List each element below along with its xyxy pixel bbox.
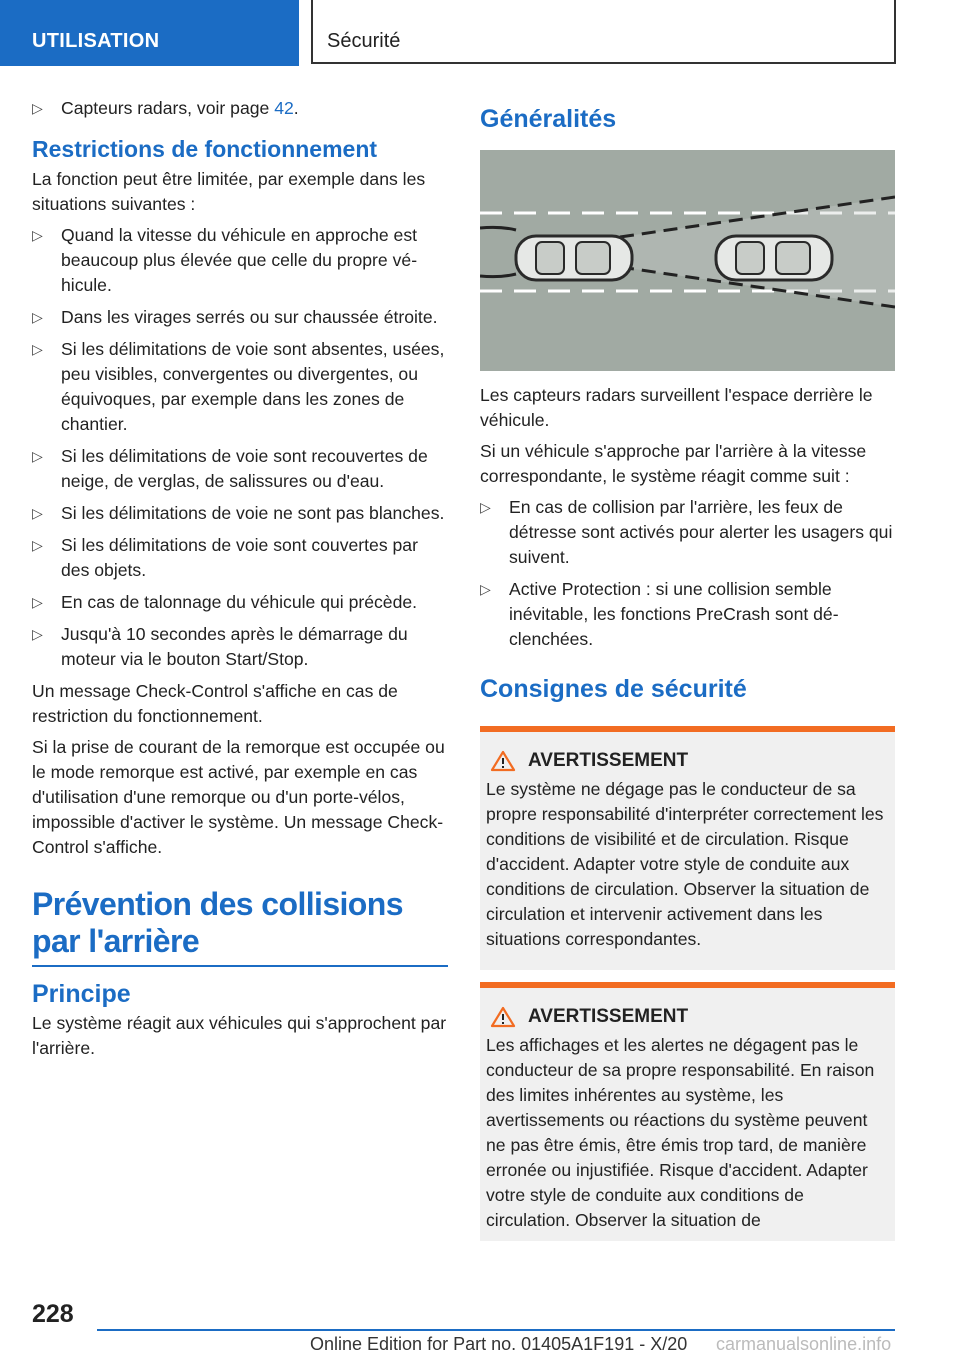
restrictions-heading: Restrictions de fonctionnement bbox=[32, 136, 378, 162]
list-item: ▷ Si les délimitations de voie sont absentes, usées, peu visibles, convergentes ou divergentes, ou équivoques, par exemple dans les zones de chantier. bbox=[32, 339, 445, 434]
list-item: ▷ Active Protection : si une collision semble inévitable, les fonctions PreCrash sont déclenchées. bbox=[480, 579, 839, 649]
list-item: ▷ Jusqu'à 10 secondes après le démarrage du moteur via le bouton Start/Stop. bbox=[32, 624, 408, 669]
list-item: ▷ Quand la vitesse du véhicule en approche est beaucoup plus élevée que celle du propre véhicule. bbox=[32, 225, 418, 295]
bullet-arrow-icon: ▷ bbox=[32, 341, 43, 357]
bullet-arrow-icon: ▷ bbox=[32, 309, 43, 325]
bullet-arrow-icon: ▷ bbox=[480, 499, 491, 515]
radar-reference-list bbox=[32, 96, 448, 121]
general-heading: Généralités bbox=[480, 105, 617, 133]
warning-box bbox=[480, 726, 895, 970]
general-list bbox=[480, 495, 895, 652]
radar-coverage-illustration bbox=[480, 150, 895, 371]
section-tab: UTILISATION bbox=[0, 0, 299, 66]
check-control-paragraph: Un message Check-Control s'affiche en cas de restriction du fonctionnement. bbox=[32, 681, 398, 726]
warning-title: AVERTISSEMENT bbox=[486, 748, 889, 773]
safety-heading: Consignes de sécurité bbox=[480, 675, 747, 703]
warning-box bbox=[480, 982, 895, 1241]
list-item: ▷ En cas de talonnage du véhicule qui précède. bbox=[32, 590, 448, 615]
warning-title: AVERTISSEMENT bbox=[486, 1004, 889, 1029]
bullet-arrow-icon: ▷ bbox=[32, 626, 43, 642]
left-column bbox=[32, 96, 448, 1067]
list-item: ▷ Capteurs radars, voir page 42. bbox=[32, 96, 448, 121]
edition-text: Online Edition for Part no. 01405A1F191 - X/20 bbox=[310, 1334, 688, 1354]
warning-text: Le système ne dégage pas le conducteur de sa propre responsabilité d'interpréter correctement les conditions de visibilité et de circulation. Risque d'accident. Adapter votre style de conduite aux conditions de circulation. Observer la situation de circulation et intervenir activement dans les situations correspondantes. bbox=[486, 779, 884, 949]
bullet-arrow-icon: ▷ bbox=[480, 581, 491, 597]
restrictions-intro: La fonction peut être limitée, par exemple dans les situations suivantes : bbox=[32, 169, 426, 214]
restrictions-list bbox=[32, 223, 448, 672]
list-item: ▷ Si les délimitations de voie sont couvertes par des objets. bbox=[32, 535, 418, 580]
rear-car-icon bbox=[516, 236, 632, 280]
bullet-arrow-icon: ▷ bbox=[32, 448, 43, 464]
watermark: carmanualsonline.info bbox=[716, 1334, 892, 1354]
list-item: ▷ En cas de collision par l'arrière, les feux de détresse sont activés pour alerter les usagers qui suivent. bbox=[480, 497, 893, 567]
chapter-title: Sécurité bbox=[311, 0, 896, 64]
bullet-arrow-icon: ▷ bbox=[32, 227, 43, 243]
warning-triangle-icon bbox=[490, 1006, 516, 1028]
bullet-arrow-icon: ▷ bbox=[32, 537, 43, 553]
general-text-2: Si un véhicule s'approche par l'arrière à la vitesse correspondante, le système réagit comme suit : bbox=[480, 441, 867, 486]
right-column bbox=[480, 96, 895, 1241]
warning-text: Les affichages et les alertes ne dégagent pas le conducteur de sa propre responsabilité. En raison des limites inhérentes au système, les avertissements ou réactions du système peuvent ne pas être émis, être émis trop tard, de manière erronée ou injustifiée. Risque d'accident. Adapter votre style de conduite aux conditions de circulation. Observer la situation de bbox=[486, 1035, 875, 1230]
bullet-arrow-icon: ▷ bbox=[32, 100, 43, 116]
footer-divider bbox=[97, 1329, 895, 1331]
page-header bbox=[0, 0, 960, 66]
trailer-paragraph: Si la prise de courant de la remorque est occupée ou le mode remorque est activé, par exemple en cas d'utilisation d'une remorque ou d'un porte-vélos, impossible d'activer le système. Un message Check-Control s'affiche. bbox=[32, 737, 445, 857]
list-item: ▷ Si les délimitations de voie ne sont pas blanches. bbox=[32, 501, 448, 526]
list-item: ▷ Si les délimitations de voie sont recouvertes de neige, de verglas, de salissures ou d'eau. bbox=[32, 446, 428, 491]
page-number: 228 bbox=[32, 1300, 74, 1328]
bullet-arrow-icon: ▷ bbox=[32, 594, 43, 610]
front-car-icon bbox=[716, 236, 832, 280]
warning-triangle-icon bbox=[490, 750, 516, 772]
list-item: ▷ Dans les virages serrés ou sur chaussée étroite. bbox=[32, 305, 448, 330]
general-text-1: Les capteurs radars surveillent l'espace derrière le véhicule. bbox=[480, 385, 873, 430]
page-link[interactable]: 42 bbox=[274, 98, 294, 118]
main-section-title: Prévention des collisions par l'arrière bbox=[32, 886, 448, 967]
bullet-arrow-icon: ▷ bbox=[32, 505, 43, 521]
principle-text: Le système réagit aux véhicules qui s'approchent par l'arrière. bbox=[32, 1013, 447, 1058]
principle-heading: Principe bbox=[32, 980, 131, 1008]
